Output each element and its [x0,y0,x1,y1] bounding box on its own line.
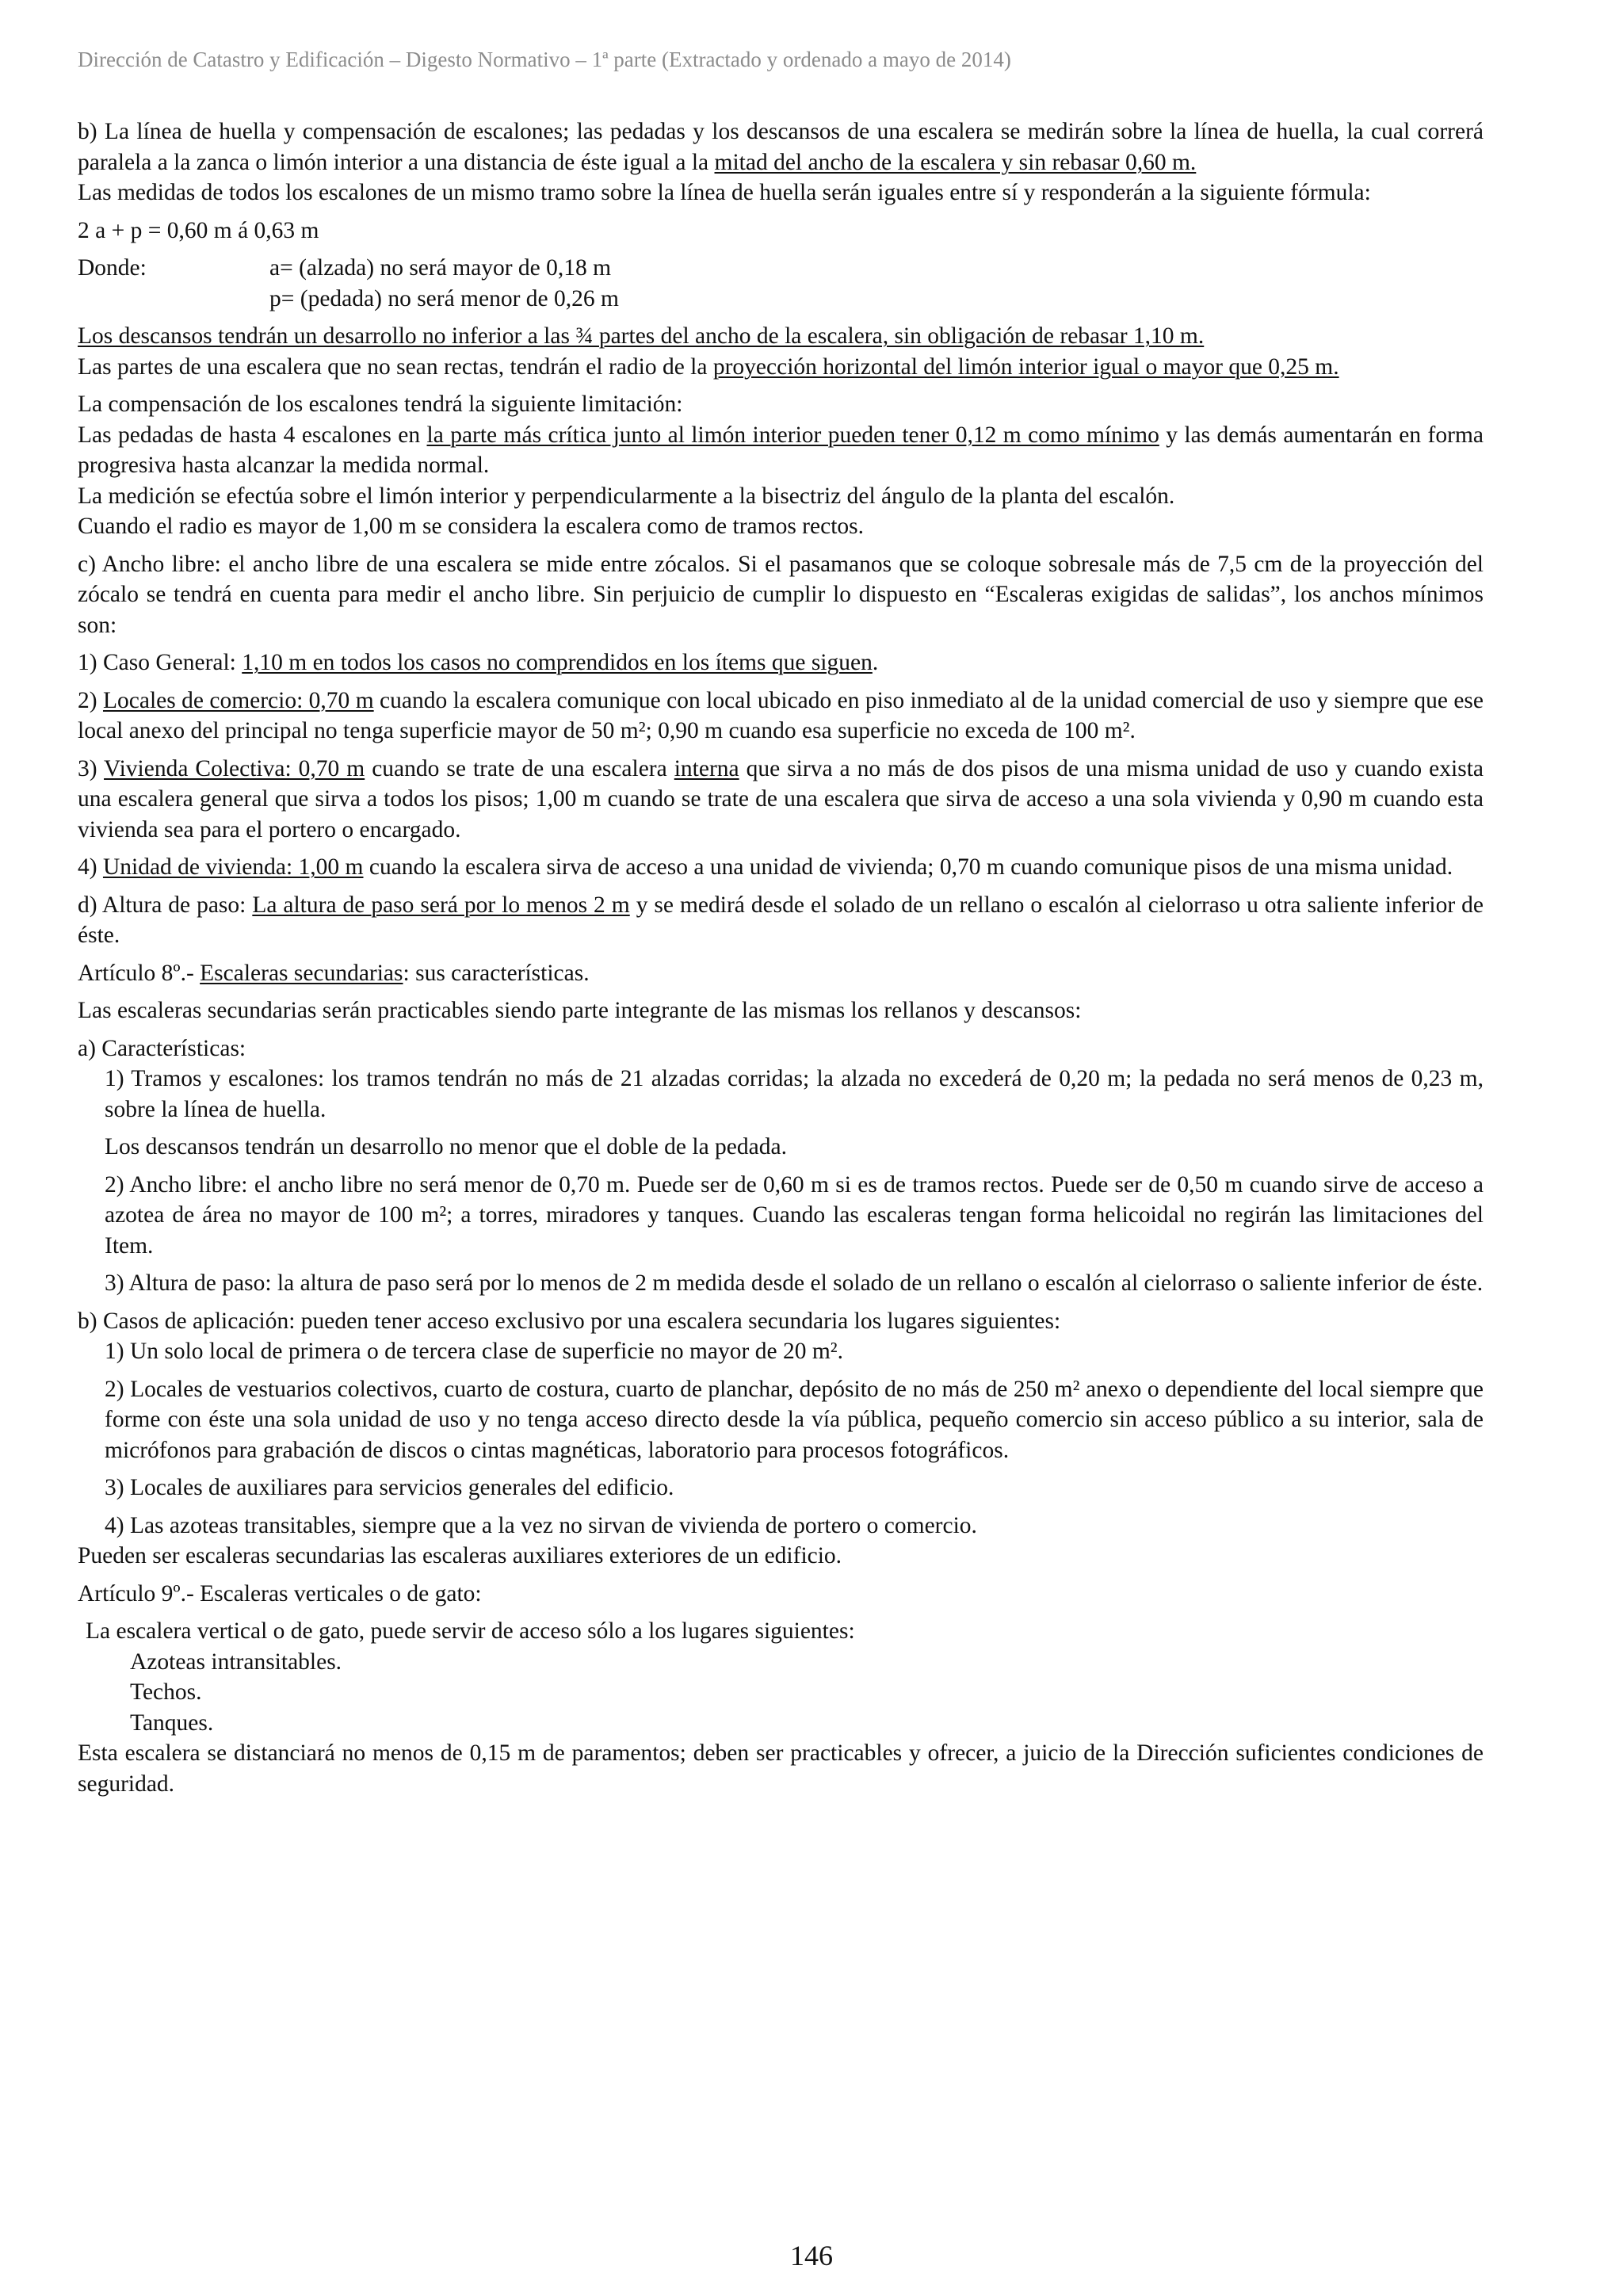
underlined-text: mitad del ancho de la escalera y sin rebasar 0,60 m. [714,149,1197,175]
article-8-section-a: a) Características: [78,1035,246,1061]
definition-pedada: p= (pedada) no será menor de 0,26 m [269,285,619,311]
text-segment: y las demás aumentarán en forma progresiva hasta alcanzar la medida normal. [78,422,1484,478]
formula: 2 a + p = 0,60 m á 0,63 m [78,217,319,243]
text-segment: 2) [78,687,103,713]
text-segment: que sirva a no más de dos pisos de una misma unidad de uso y cuando exista una escalera general que sirva a todos los pisos; 1,00 m cuando se trate de una escalera que sirva de acceso a una sola vivienda y 0,90 m cuando esta vivienda sea para el portero o encargado. [78,755,1484,842]
donde-label: Donde: [78,255,147,281]
list-item-tanques: Tanques. [130,1710,214,1736]
paragraph-altura-paso [78,890,1484,951]
paragraph-medidas-escalones: Las medidas de todos los escalones de un mismo tramo sobre la línea de huella serán iguales entre sí y responderán a la siguiente fórmula: [78,180,1371,205]
text-segment: : sus características. [403,960,590,986]
list-item-vivienda-colectiva [78,754,1484,846]
text-segment: . [872,650,879,675]
document-body [78,117,1484,1799]
text-segment: 1) Caso General: [78,650,242,675]
article-9-heading: Artículo 9º.- Escaleras verticales o de gato: [78,1580,482,1606]
article-8-b4: 4) Las azoteas transitables, siempre que a la vez no sirvan de vivienda de portero o comercio. [105,1512,977,1538]
list-item-caso-general [78,648,1484,678]
text-segment: Las pedadas de hasta 4 escalones en [78,422,427,448]
text-segment: cuando la escalera comunique con local ubicado en piso inmediato al de la unidad comercial de uso y siempre que ese local anexo del principal no tenga superficie mayor de 50 m²; 0,90 m cuando esa superficie no exceda de 100 m². [78,687,1484,743]
list-item-azoteas: Azoteas intransitables. [130,1648,342,1675]
text-segment: 4) [78,854,103,880]
paragraph-compensacion-intro: La compensación de los escalones tendrá la siguiente limitación: [78,392,683,417]
list-item-unidad-vivienda [78,852,1484,883]
underlined-text: proyección horizontal del limón interior igual o mayor que 0,25 m. [712,353,1339,380]
list-item-techos: Techos. [130,1679,202,1705]
paragraph-descansos [78,321,1484,352]
definition-alzada: a= (alzada) no será mayor de 0,18 m [269,255,612,281]
underlined-text: Locales de comercio: 0,70 m [102,687,374,713]
underlined-text: interna [674,755,739,781]
text-segment: b) La línea de huella y compensación de escalones; las pedadas y los descansos de una escalera se medirán sobre la línea de huella, la cual correrá paralela a la zanca o limón interior a una distancia de éste igual a la [78,119,1484,175]
article-8-b1: 1) Un solo local de primera o de tercera clase de superficie no mayor de 20 m². [105,1339,843,1364]
underlined-text: 1,10 m en todos los casos no comprendidos en los ítems que siguen [242,650,873,675]
text-segment: Las partes de una escalera que no sean rectas, tendrán el radio de la [78,353,713,380]
page-number: 146 [790,2240,833,2271]
article-8-a1-descansos: Los descansos tendrán un desarrollo no menor que el doble de la pedada. [105,1134,787,1159]
underlined-text: la parte más crítica junto al limón interior pueden tener 0,12 m como mínimo [426,422,1159,448]
text-segment: y se medirá desde el solado de un rellano o escalón al cielorraso u otra saliente inferior de éste. [78,892,1484,948]
list-item-locales-comercio [78,686,1484,747]
article-9-intro: La escalera vertical o de gato, puede servir de acceso sólo a los lugares siguientes: [86,1618,855,1644]
running-header: Dirección de Catastro y Edificación – Digesto Normativo – 1ª parte (Extractado y ordenado a mayo de 2014) [78,48,1011,71]
paragraph-medicion: La medición se efectúa sobre el limón interior y perpendicularmente a la bisectriz del ángulo de la planta del escalón. [78,483,1175,509]
article-8-heading [78,958,1484,989]
text-segment: cuando se trate de una escalera [365,755,674,781]
article-9-final: Esta escalera se distanciará no menos de 0,15 m de paramentos; deben ser practicables y ofrecer, a juicio de la Dirección suficientes condiciones de seguridad. [78,1740,1484,1797]
underlined-text: Unidad de vivienda: 1,00 m [102,854,364,880]
underlined-text: Los descansos tendrán un desarrollo no inferior a las ¾ partes del ancho de la escalera, sin obligación de rebasar 1,10 m. [78,323,1205,349]
article-8-b3: 3) Locales de auxiliares para servicios generales del edificio. [105,1475,674,1500]
article-8-intro: Las escaleras secundarias serán practicables siendo parte integrante de las mismas los rellanos y descansos: [78,998,1082,1023]
article-8-section-b: b) Casos de aplicación: pueden tener acceso exclusivo por una escalera secundaria los lugares siguientes: [78,1308,1061,1334]
formula-definitions [78,253,1484,314]
text-segment: d) Altura de paso: [78,892,253,918]
paragraph-partes-no-rectas [78,352,1484,383]
definition-lines [269,253,619,314]
article-8-a3: 3) Altura de paso: la altura de paso será por lo menos de 2 m medida desde el solado de un rellano o escalón al cielorraso o saliente inferior de éste. [105,1270,1484,1296]
article-8-auxiliares: Pueden ser escaleras secundarias las escaleras auxiliares exteriores de un edificio. [78,1543,842,1568]
text-segment: Artículo 8º.- [78,960,200,986]
text-segment: cuando la escalera sirva de acceso a una unidad de vivienda; 0,70 m cuando comunique pisos de una misma unidad. [363,854,1453,880]
underlined-text: Escaleras secundarias [200,960,403,986]
article-8-b2: 2) Locales de vestuarios colectivos, cuarto de costura, cuarto de planchar, depósito de no más de 250 m² anexo o dependiente del local siempre que forme con éste una sola unidad de uso y no tenga acceso directo desde la vía pública, pequeño comercio sin acceso público a su interior, sala de micrófonos para grabación de discos o cintas magnéticas, laboratorio para procesos fotográficos. [105,1376,1484,1463]
paragraph-linea-huella [78,117,1484,178]
underlined-text: Vivienda Colectiva: 0,70 m [104,755,365,781]
article-8-a1: 1) Tramos y escalones: los tramos tendrán no más de 21 alzadas corridas; la alzada no excederá de 0,20 m; la pedada no será menos de 0,23 m, sobre la línea de huella. [105,1066,1484,1122]
paragraph-radio-mayor: Cuando el radio es mayor de 1,00 m se considera la escalera como de tramos rectos. [78,514,864,539]
underlined-text: La altura de paso será por lo menos 2 m [252,892,630,918]
paragraph-pedadas-compensacion [78,420,1484,481]
paragraph-ancho-libre: c) Ancho libre: el ancho libre de una escalera se mide entre zócalos. Si el pasamanos que se coloque sobresale más de 7,5 cm de la proyección del zócalo se tendrá en cuenta para medir el ancho libre. Sin perjuicio de cumplir lo dispuesto en “Escaleras exigidas de salidas”, los anchos mínimos son: [78,551,1484,638]
text-segment: 3) [78,755,105,781]
article-8-a2: 2) Ancho libre: el ancho libre no será menor de 0,70 m. Puede ser de 0,60 m si es de tramos rectos. Puede ser de 0,50 m cuando sirve de acceso a azotea de área no mayor de 100 m²; a torres, miradores y tanques. Cuando las escaleras tengan forma helicoidal no regirán las limitaciones del Item. [105,1171,1484,1259]
